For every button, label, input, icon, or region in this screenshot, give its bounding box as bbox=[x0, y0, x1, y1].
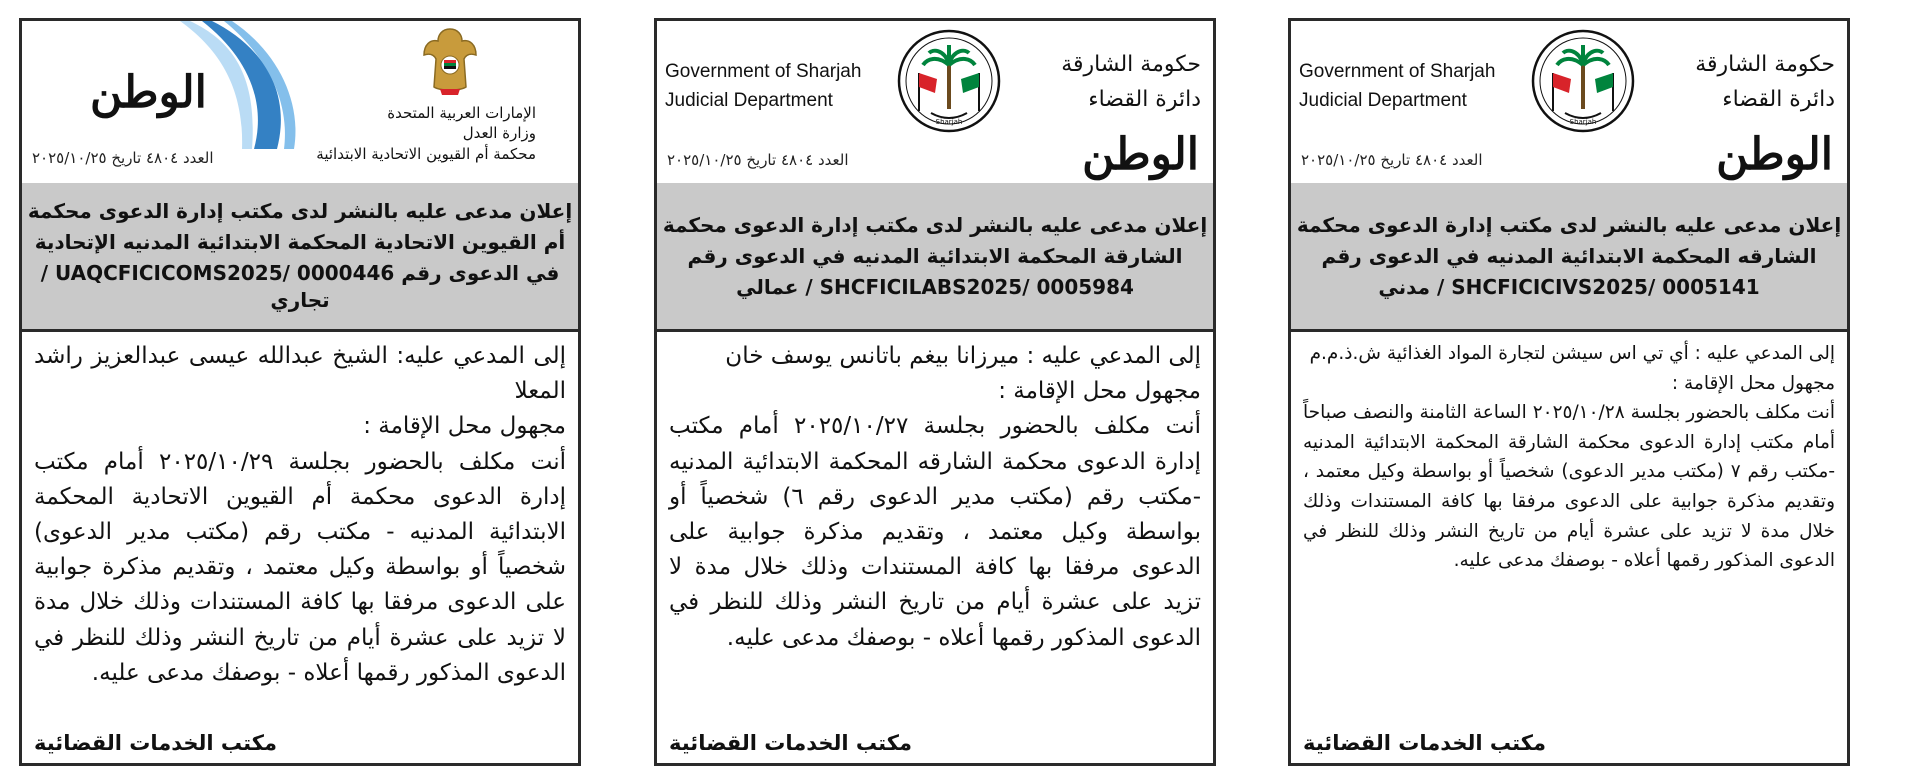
defendant-line: إلى المدعي عليه : ميرزانا بيغم باتانس يوسف خان bbox=[725, 343, 1201, 369]
issue-line: العدد ٤٨٠٤ تاريخ ٢٠٢٥/١٠/٢٥ bbox=[32, 149, 214, 167]
notice-body bbox=[34, 339, 566, 715]
title-line-2: الشارقة المحكمة الابتدائية المدنيه في الدعوى رقم bbox=[687, 243, 1183, 268]
issuer-block bbox=[316, 103, 536, 164]
residence-line: مجهول محل الإقامة : bbox=[1671, 372, 1835, 394]
gov-ar-line-1: حكومة الشارقة bbox=[1695, 52, 1835, 77]
title-line-1: إعلان مدعى عليه بالنشر لدى مكتب إدارة الدعوى محكمة bbox=[1296, 212, 1842, 237]
issuer-ministry: وزارة العدل bbox=[462, 124, 536, 143]
notice-footer: مكتب الخدمات القضائية bbox=[1303, 731, 1546, 755]
summons-text: أنت مكلف بالحضور بجلسة ٢٠٢٥/١٠/٢٩ أمام مكتب إدارة الدعوى محكمة أم القيوين الاتحادية المحكمة الابتدائية المدنيه - مكتب رقم (مكتب مدير الدعوى) شخصياً أو بواسطة وكيل معتمد ، وتقديم مذكرة جوابية على الدعوى مرفقا بها كافة المستندات وذلك خلال مدة لا تزيد على عشرة أيام من تاريخ النشر وذلك للنظر في الدعوى المذكور رقمها أعلاه - بوصفك مدعى عليه. bbox=[34, 448, 566, 686]
newspaper-name: الوطن bbox=[1716, 129, 1833, 180]
notice-title-band bbox=[22, 183, 578, 329]
gov-english-block bbox=[1299, 57, 1495, 116]
title-line-3: في الدعوى رقم UAQCFICICOMS2025/ 0000446 / تجاري bbox=[40, 261, 560, 312]
notice-body bbox=[669, 339, 1201, 715]
notice-footer: مكتب الخدمات القضائية bbox=[669, 731, 912, 755]
notice-title-band bbox=[1291, 183, 1847, 329]
issuer-country: الإمارات العربية المتحدة bbox=[387, 104, 536, 122]
gov-ar-line-2: دائرة القضاء bbox=[1088, 87, 1201, 113]
watan-newspaper-logo bbox=[62, 21, 302, 149]
gov-arabic-block bbox=[1061, 47, 1201, 117]
notice-title-band bbox=[657, 183, 1213, 329]
gov-en-line-2: Judicial Department bbox=[665, 90, 833, 112]
summons-text: أنت مكلف بالحضور بجلسة ٢٠٢٥/١٠/٢٧ أمام مكتب إدارة الدعوى محكمة الشارقه المحكمة الابتدائية المدنيه -مكتب رقم (مكتب مدير الدعوى رقم ٦) شخصياً أو بواسطة وكيل معتمد ، وتقديم مذكرة جوابية على الدعوى مرفقا بها كافة المستندات وذلك خلال مدة لا تزيد على عشرة أيام من تاريخ النشر وذلك للنظر في الدعوى المذكور رقمها أعلاه - بوصفك مدعى عليه. bbox=[669, 413, 1201, 651]
issuer-court: محكمة أم القيوين الاتحادية الابتدائية bbox=[316, 144, 536, 163]
divider bbox=[22, 329, 578, 332]
defendant-line: إلى المدعي عليه: الشيخ عبدالله عيسى عبدالعزيز راشد المعلا bbox=[34, 343, 566, 405]
issue-line: العدد ٤٨٠٤ تاريخ ٢٠٢٥/١٠/٢٥ bbox=[1301, 151, 1483, 169]
title-line-2: أم القيوين الاتحادية المحكمة الابتدائية المدنيه الإتحادية bbox=[34, 230, 566, 254]
gov-ar-line-2: دائرة القضاء bbox=[1722, 87, 1835, 113]
sharjah-seal-icon bbox=[1531, 29, 1635, 133]
summons-text: أنت مكلف بالحضور بجلسة ٢٠٢٥/١٠/٢٨ الساعة الثامنة والنصف صباحاً أمام مكتب إدارة الدعوى محكمة الشارقة المحكمة الابتدائية المدنيه -مكتب رقم ٧ (مكتب مدير الدعوى) شخصياً أو بواسطة وكيل معتمد ، وتقديم مذكرة جوابية على الدعوى مرفقا بها كافة المستندات وذلك خلال مدة لا تزيد على عشرة أيام من تاريخ النشر وذلك للنظر في الدعوى المذكور رقمها أعلاه - بوصفك مدعى عليه. bbox=[1303, 402, 1836, 572]
gov-ar-line-1: حكومة الشارقة bbox=[1061, 52, 1201, 77]
notice-umm-al-quwain bbox=[19, 18, 581, 766]
newspaper-name: الوطن bbox=[90, 67, 207, 118]
title-line-3: SHCFICILABS2025/ 0005984 / عمالي bbox=[736, 274, 1134, 299]
gov-arabic-block bbox=[1695, 47, 1835, 117]
residence-line: مجهول محل الإقامة : bbox=[998, 378, 1201, 405]
uae-emblem-icon bbox=[420, 25, 480, 97]
residence-line: مجهول محل الإقامة : bbox=[363, 413, 566, 440]
seal-label: Sharjah bbox=[935, 118, 963, 126]
title-line-1: إعلان مدعى عليه بالنشر لدى مكتب إدارة الدعوى محكمة bbox=[662, 212, 1208, 237]
notice-body bbox=[1303, 339, 1835, 715]
gov-en-line-1: Government of Sharjah bbox=[665, 61, 862, 82]
gov-english-block bbox=[665, 57, 861, 116]
divider bbox=[1291, 329, 1847, 332]
notice-footer: مكتب الخدمات القضائية bbox=[34, 731, 277, 755]
notice-header bbox=[22, 21, 578, 181]
notice-sharjah-labour bbox=[654, 18, 1216, 766]
notice-header bbox=[1291, 21, 1847, 181]
title-line-2: الشارقه المحكمة الابتدائية المدنيه في الدعوى رقم bbox=[1321, 243, 1817, 268]
newspaper-name: الوطن bbox=[1082, 129, 1199, 180]
title-line-1: إعلان مدعى عليه بالنشر لدى مكتب إدارة الدعوى محكمة bbox=[27, 199, 573, 223]
gov-en-line-1: Government of Sharjah bbox=[1299, 61, 1496, 82]
defendant-line: إلى المدعي عليه : أي تي اس سيشن لتجارة المواد الغذائية ش.ذ.م.م bbox=[1309, 343, 1835, 364]
gov-en-line-2: Judicial Department bbox=[1299, 90, 1467, 112]
sharjah-seal-icon bbox=[897, 29, 1001, 133]
title-line-3: SHCFICICIVS2025/ 0005141 / مدني bbox=[1378, 274, 1760, 299]
issue-line: العدد ٤٨٠٤ تاريخ ٢٠٢٥/١٠/٢٥ bbox=[667, 151, 849, 169]
notice-header bbox=[657, 21, 1213, 181]
seal-label: Sharjah bbox=[1569, 118, 1597, 126]
notice-sharjah-civil bbox=[1288, 18, 1850, 766]
divider bbox=[657, 329, 1213, 332]
